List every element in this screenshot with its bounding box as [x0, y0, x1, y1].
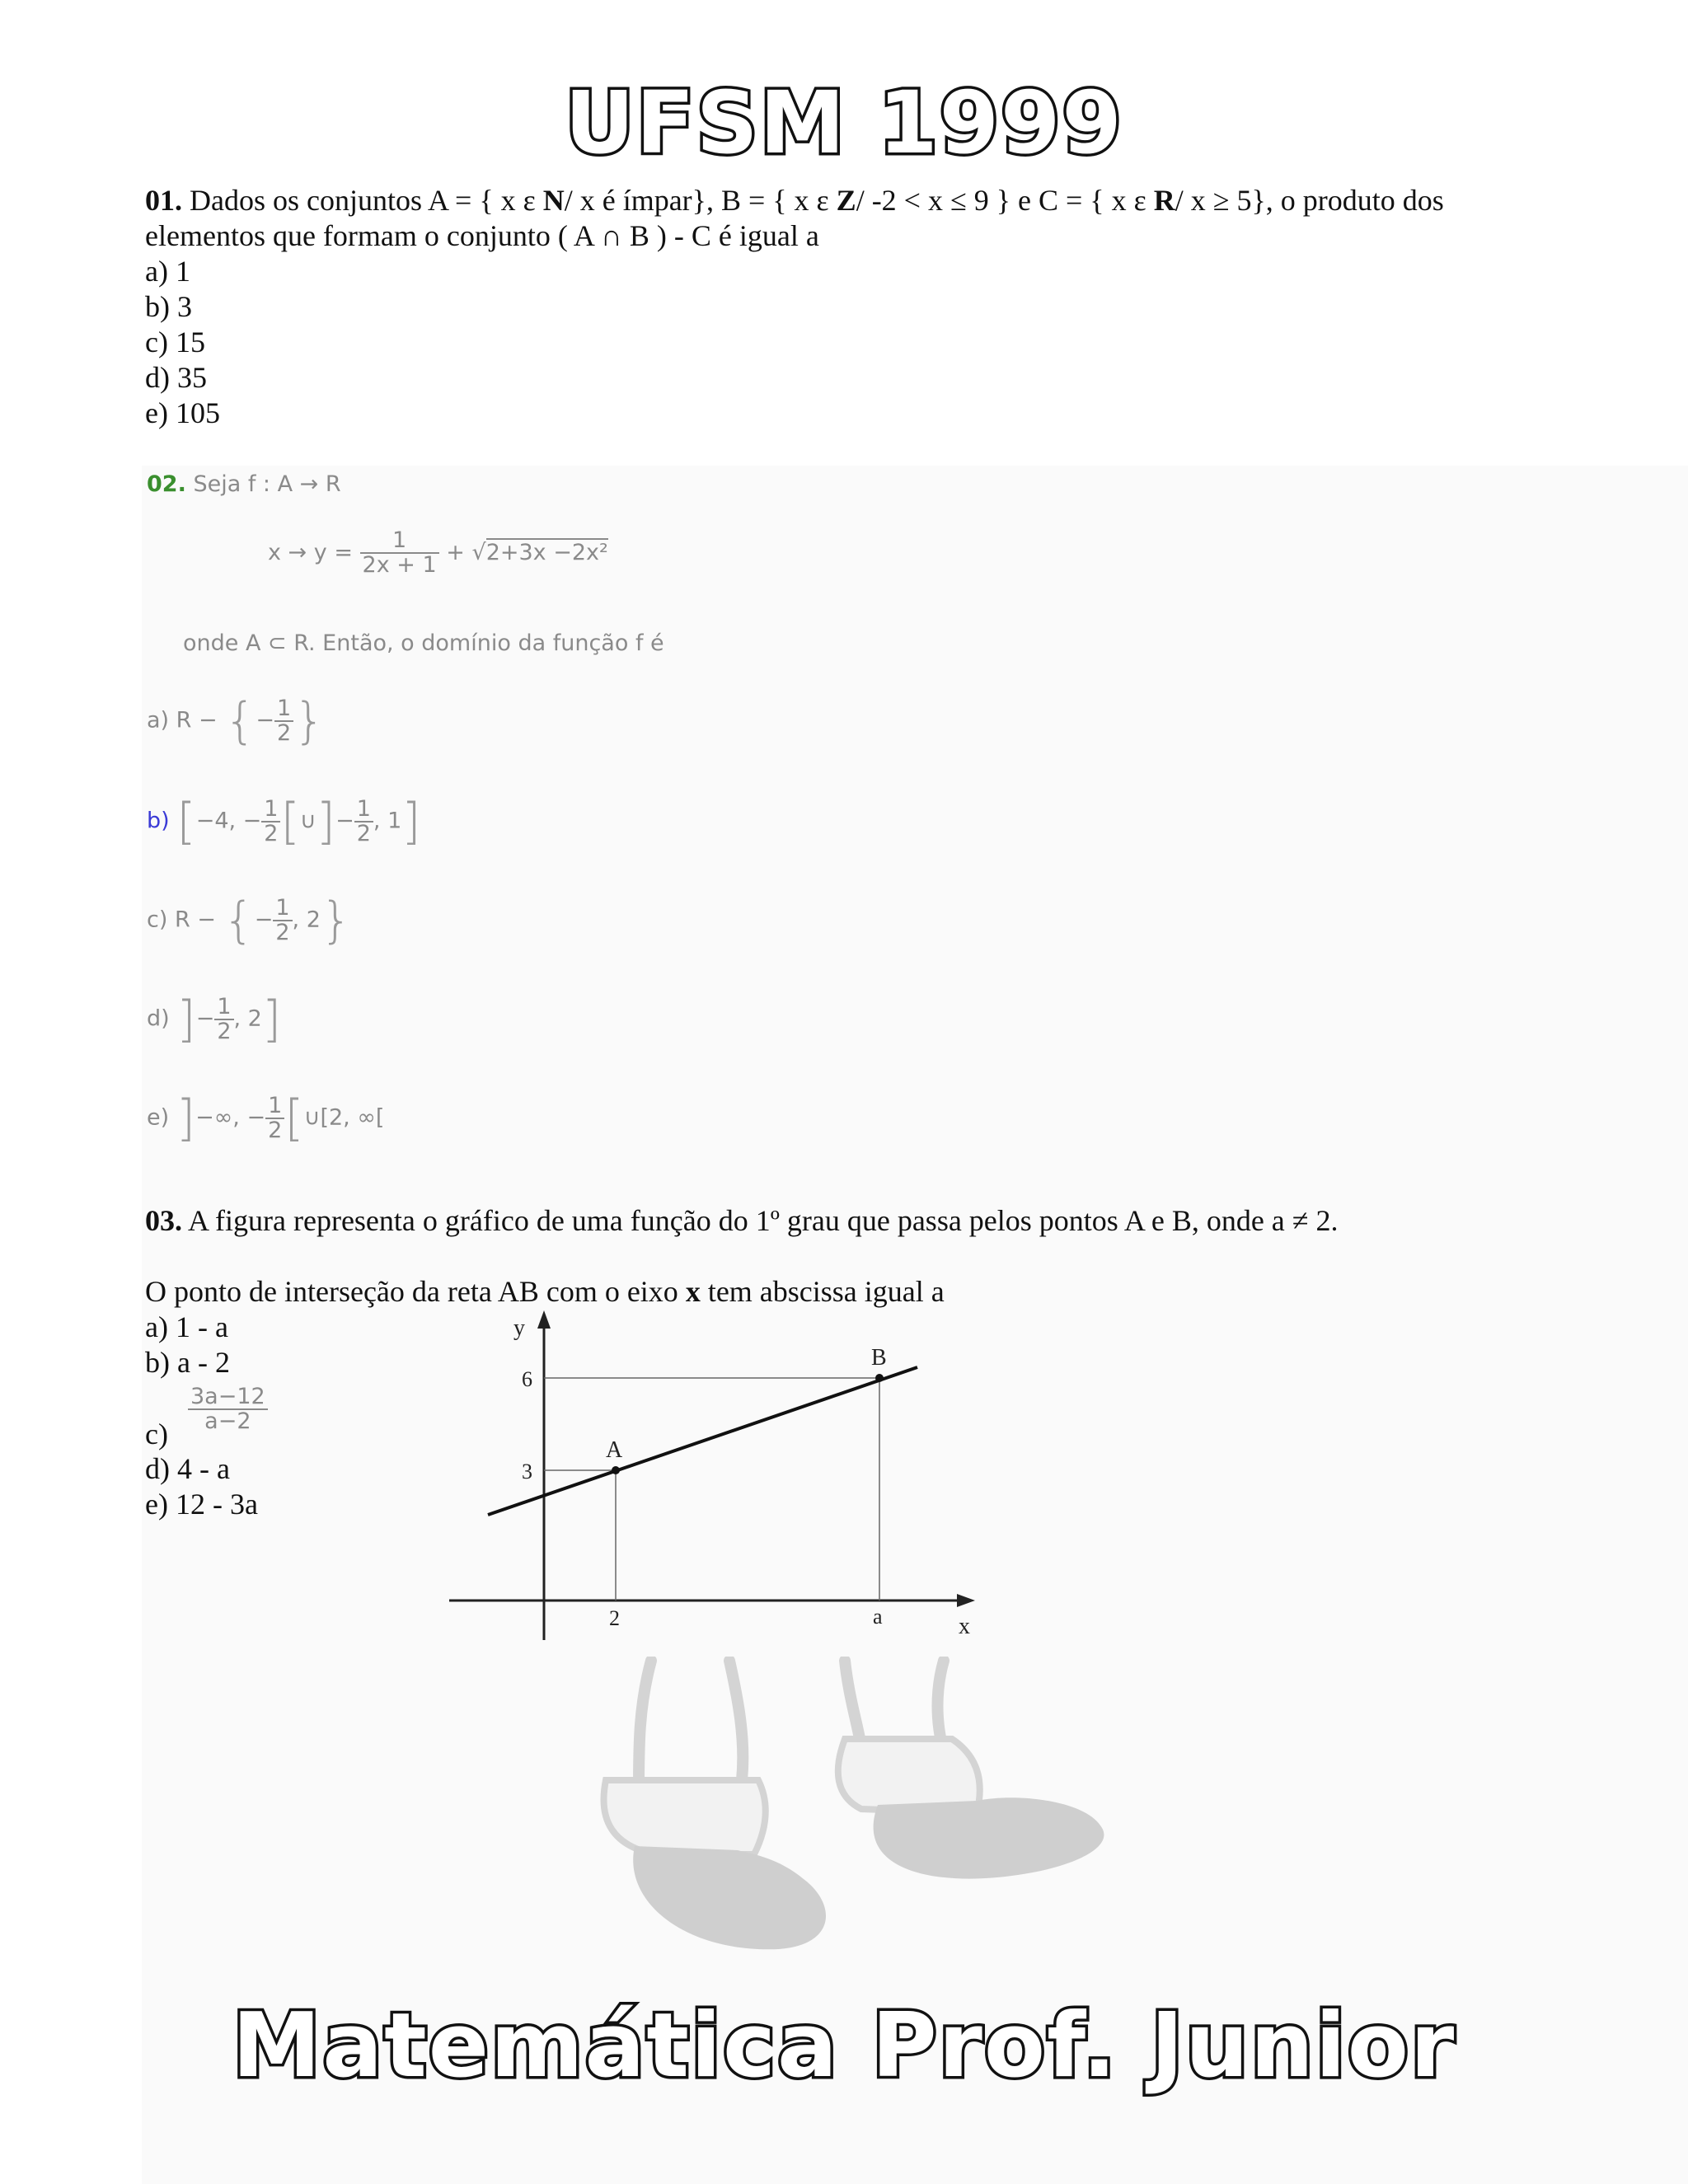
point-b-label: B	[871, 1345, 887, 1371]
tick-x-2: 2	[609, 1606, 620, 1630]
q1-text-c: / x ≥ 5}, o produto dos	[1175, 184, 1444, 217]
q3-opt-c-den: a−2	[204, 1408, 251, 1435]
left-shoe	[633, 1846, 826, 1949]
q2-opt-b-union: ∪	[299, 808, 316, 834]
q2-opt-e-1: −∞, −	[195, 1104, 266, 1131]
q2-option-a: a) R − {− $\frac{1}{2}$ }	[147, 692, 326, 750]
bracket: [	[284, 1090, 304, 1147]
q2-frac-den: 2x + 1	[362, 552, 437, 579]
q1-text-b: / -2 < x ≤ 9 } e C = { x ε	[856, 184, 1154, 217]
q3-opt-c-fraction	[188, 1385, 268, 1434]
q3-number: 03.	[145, 1204, 182, 1237]
tick-y-3: 3	[522, 1460, 532, 1483]
q1-statement-line2: elementos que formam o conjunto ( A ∩ B ) - C é igual a	[145, 219, 819, 252]
q2-domain-text: onde A ⊂ R. Então, o domínio da função f é	[183, 630, 664, 656]
q2-option-b	[147, 793, 421, 851]
bracket: ]	[176, 1090, 196, 1147]
q2-opt-b-den2: 2	[356, 821, 371, 846]
q3-question-b: tem abscissa igual a	[700, 1275, 945, 1308]
bracket: [	[176, 793, 196, 851]
q2-frac-num: 1	[360, 529, 439, 554]
point-a	[612, 1466, 620, 1474]
q3-question-a: O ponto de interseção da reta AB com o eixo	[145, 1275, 686, 1308]
page-title: UFSM 1999	[565, 73, 1123, 173]
q2-opt-e-2: ∪[2, ∞[	[303, 1104, 385, 1131]
x-axis-label: x	[959, 1614, 970, 1639]
q2-opt-b-4: , 1	[373, 808, 402, 834]
bracket: ]	[176, 991, 196, 1048]
bracket: ]	[316, 793, 336, 851]
brace-open: {	[224, 692, 256, 750]
brace-close: }	[293, 692, 326, 750]
linear-function-graph	[441, 1310, 985, 1648]
q2-opt-e-label: e)	[147, 1104, 170, 1131]
q2-fraction	[360, 529, 439, 578]
q3-opt-c-num: 3a−12	[188, 1385, 268, 1410]
q3-option-d: d) 4 - a	[145, 1452, 230, 1485]
y-axis-label: y	[513, 1315, 525, 1341]
q1-option-e: e) 105	[145, 396, 220, 429]
q2-opt-d-num: 1	[214, 996, 233, 1020]
x-axis-arrow	[957, 1594, 975, 1607]
q2-number: 02.	[147, 471, 186, 497]
line-ab	[488, 1367, 917, 1515]
q3-option-b: b) a - 2	[145, 1346, 230, 1379]
brace-close: }	[320, 892, 353, 949]
q2-option-e	[147, 1090, 384, 1147]
q2-opt-c-den: 2	[275, 920, 290, 945]
tick-x-a: a	[873, 1605, 883, 1629]
q2-map: x → y =	[268, 539, 353, 565]
q3-statement-text: A figura representa o gráfico de uma função do 1º grau que passa pelos pontos A e B, onde a ≠ 2.	[182, 1204, 1339, 1237]
q1-text-a: / x é ímpar}, B = { x ε	[564, 184, 837, 217]
q3-statement	[145, 1203, 1596, 1239]
q2-opt-a-label: a) R −	[147, 707, 218, 733]
q2-opt-b-3: −	[335, 808, 354, 834]
q2-option-c: c) R − {− $\frac{1}{2}$ , 2}	[147, 892, 353, 949]
q2-sqrt-content: 2+3x −2x²	[485, 539, 608, 565]
q1-option-c: c) 15	[145, 326, 205, 359]
question-1	[145, 183, 1546, 431]
q2-opt-c-tail: , 2	[292, 907, 321, 933]
set-n: N	[542, 184, 565, 217]
set-z: Z	[836, 184, 856, 217]
q2-opt-d-label: d)	[147, 1005, 170, 1032]
q2-opt-b-1: −4, −	[195, 808, 262, 834]
q2-opt-a-num: 1	[274, 697, 293, 722]
set-r: R	[1153, 184, 1175, 217]
q2-sqrt: √2+3x −2x²	[471, 539, 608, 565]
q2-intro	[147, 471, 341, 497]
q3-question-x: x	[685, 1275, 701, 1308]
point-b	[875, 1374, 884, 1382]
tick-y-6: 6	[522, 1367, 532, 1391]
q2-opt-b-label: b)	[147, 808, 170, 834]
bracket: ]	[261, 991, 282, 1048]
q1-number: 01.	[145, 184, 182, 217]
q3-question	[145, 1274, 1596, 1310]
q3-opt-c-label: c)	[145, 1418, 168, 1451]
q1-statement-line1	[145, 183, 1546, 218]
q2-opt-a-den: 2	[277, 720, 292, 746]
q2-opt-b-num2: 1	[354, 798, 373, 823]
q1-text: Dados os conjuntos A = { x ε	[182, 184, 543, 217]
footer-title: Matemática Prof. Junior	[232, 1994, 1456, 2097]
q3-option-a: a) 1 - a	[145, 1310, 228, 1343]
right-shoe	[874, 1797, 1104, 1878]
q3-option-e: e) 12 - 3a	[145, 1488, 258, 1521]
q2-option-d: d) ]− $\frac{1}{2}$ , 2]	[147, 991, 282, 1048]
q2-opt-c-label: c) R −	[147, 907, 216, 933]
q2-opt-b-den: 2	[264, 821, 279, 846]
q2-plus: +	[446, 539, 465, 565]
q1-option-a: a) 1	[145, 255, 190, 288]
q2-opt-b-num: 1	[261, 798, 280, 823]
y-axis-arrow	[537, 1310, 551, 1329]
q2-function	[268, 529, 608, 578]
q1-option-d: d) 35	[145, 361, 207, 394]
brace-open: {	[223, 892, 255, 949]
q2-opt-c-num: 1	[273, 897, 292, 921]
q1-option-b: b) 3	[145, 290, 192, 323]
cartoon-feet-illustration	[589, 1657, 1117, 1961]
bracket: [	[280, 793, 300, 851]
q2-opt-e-num: 1	[265, 1094, 284, 1119]
q2-opt-d-den: 2	[217, 1019, 232, 1044]
bracket: ]	[401, 793, 421, 851]
point-a-label: A	[606, 1437, 623, 1463]
q2-opt-d-tail: , 2	[233, 1005, 262, 1032]
q2-opt-e-den: 2	[268, 1118, 283, 1143]
q2-intro-text: Seja f : A → R	[193, 471, 341, 497]
left-cuff	[604, 1780, 766, 1854]
